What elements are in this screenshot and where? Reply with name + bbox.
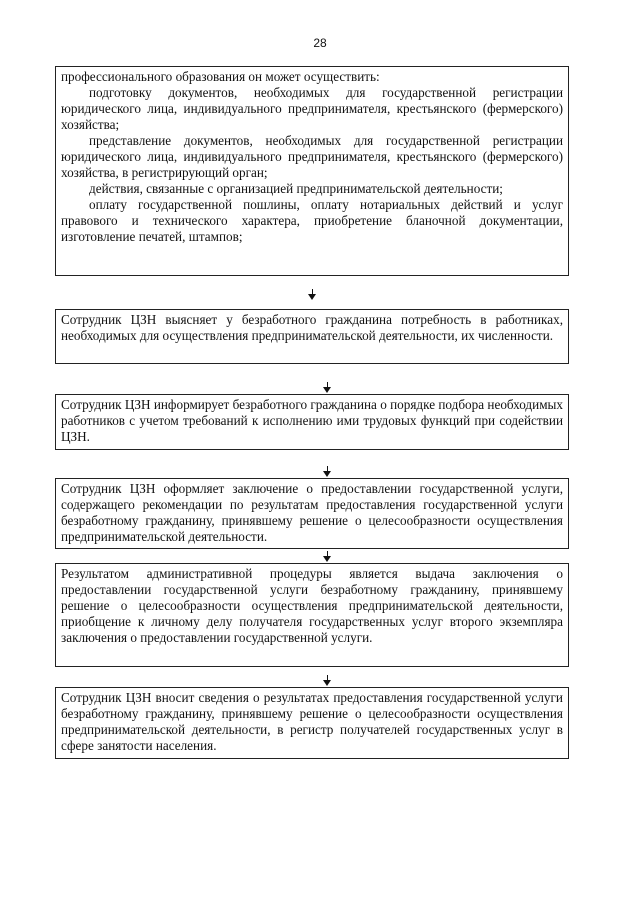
down-arrow-icon <box>323 382 332 393</box>
flow-box-5 <box>55 563 569 667</box>
box-3-paragraph-1: Сотрудник ЦЗН информирует безработного гражданина о порядке подбора необходимых работников с учетом требований к исполнению ими трудовых функций при содействии ЦЗН. <box>61 397 563 444</box>
box-1-paragraph-1: профессионального образования он может осуществить: <box>61 69 380 84</box>
box-1-paragraph-2: подготовку документов, необходимых для государственной регистрации юридического лица, индивидуального предпринимателя, крестьянского (фермерского) хозяйства; <box>61 85 563 132</box>
flow-box-3 <box>55 394 569 450</box>
box-1-paragraph-5: оплату государственной пошлины, оплату нотариальных действий и услуг правового и технического характера, приобретение бланочной документации, изготовление печатей, штампов; <box>61 197 563 244</box>
box-5-paragraph-1: Результатом административной процедуры является выдача заключения о предоставлении государственной услуги безработному гражданину, принявшему решение о целесообразности осуществления предпринимательской деятельности, приобщение к личному делу получателя государственных услуг второго экземпляра заключения о предоставлении государственной услуги. <box>61 566 563 645</box>
box-2-paragraph-1: Сотрудник ЦЗН выясняет у безработного гражданина потребность в работниках, необходимых для осуществления предпринимательской деятельности, их численности. <box>61 312 563 343</box>
down-arrow-icon <box>323 466 332 477</box>
down-arrow-icon <box>323 675 332 686</box>
flow-box-2 <box>55 309 569 364</box>
box-6-paragraph-1: Сотрудник ЦЗН вносит сведения о результатах предоставления государственной услуги безработному гражданину, принявшему решение о целесообразности осуществления предпринимательской деятельности, в регистр получателей государственных услуг в сфере занятости населения. <box>61 690 563 753</box>
box-1-paragraph-4: действия, связанные с организацией предпринимательской деятельности; <box>89 181 503 196</box>
box-4-paragraph-1: Сотрудник ЦЗН оформляет заключение о предоставлении государственной услуги, содержащего рекомендации по результатам предоставления государственной услуги безработному гражданину, принявшему решение о целесообразности осуществления предпринимательской деятельности. <box>61 481 563 544</box>
flow-box-1 <box>55 66 569 276</box>
page-number: 28 <box>313 36 327 50</box>
box-1-paragraph-3: представление документов, необходимых для государственной регистрации юридического лица, индивидуального предпринимателя, крестьянского (фермерского) хозяйства, в регистрирующий орган; <box>61 133 563 180</box>
flow-box-4 <box>55 478 569 549</box>
down-arrow-icon <box>323 551 332 562</box>
flow-box-6 <box>55 687 569 759</box>
down-arrow-icon <box>308 289 317 300</box>
